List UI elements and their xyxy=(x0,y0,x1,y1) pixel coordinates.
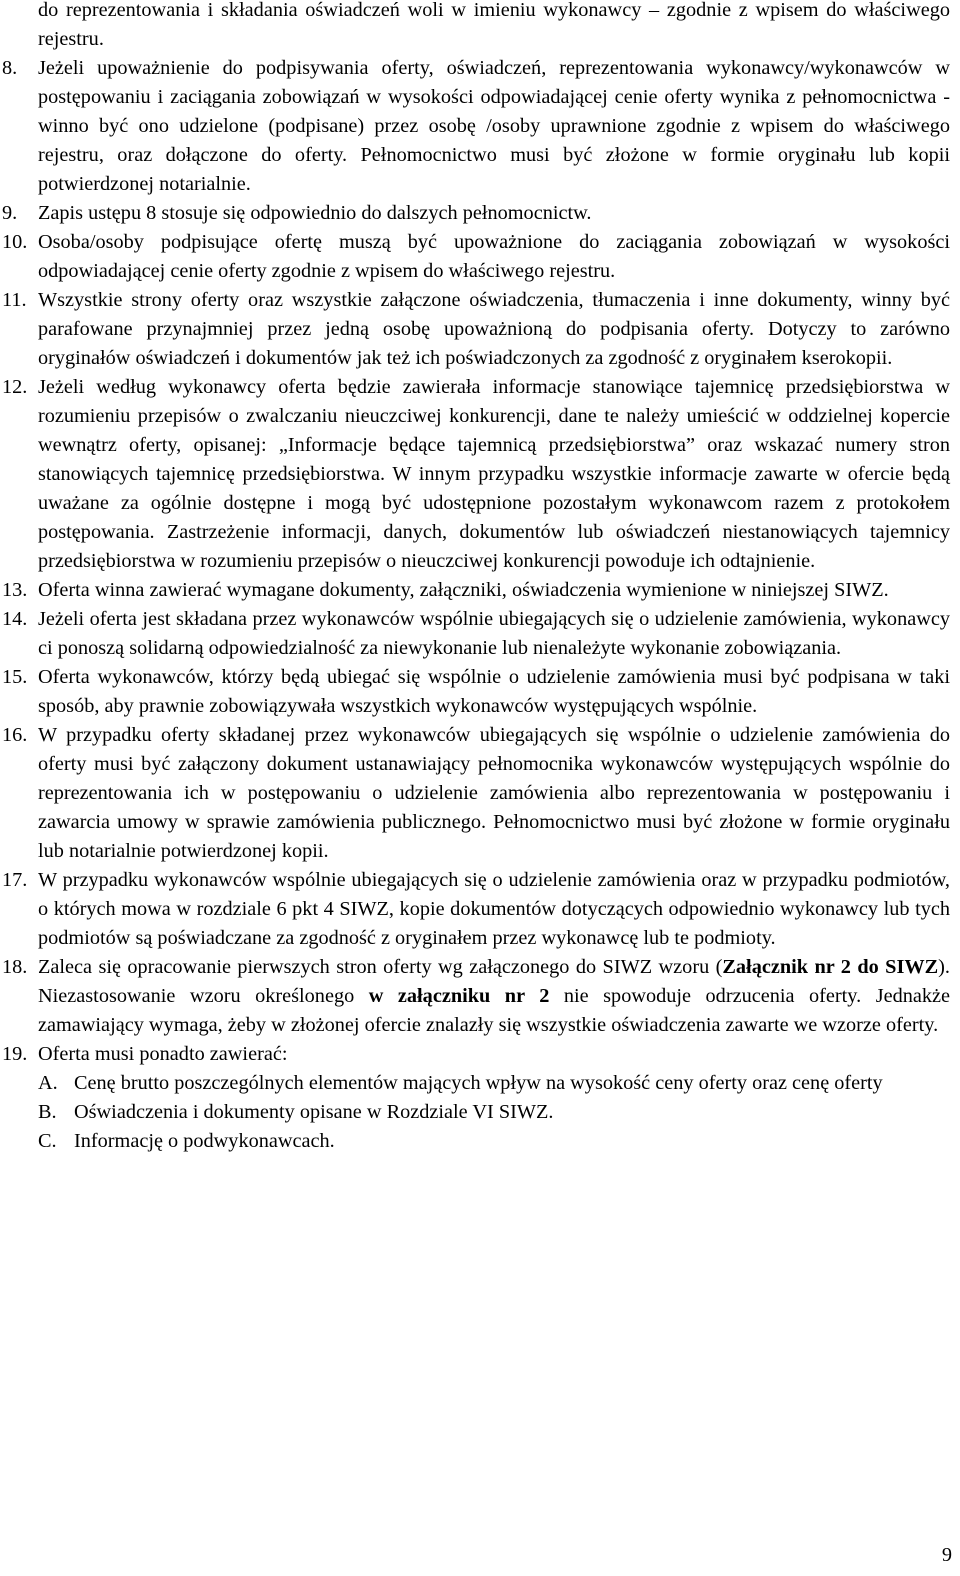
continuation-paragraph xyxy=(2,0,950,54)
document-body xyxy=(2,0,950,1156)
page-number: 9 xyxy=(941,1544,952,1566)
item-text: Wszystkie strony oferty oraz wszystkie załączone oświadczenia, tłumaczenia i inne dokumenty, winny być parafowane przynajmniej przez jedną osobę upoważnioną do podpisania oferty. Dotyczy to zarówno oryginałów oświadczeń i dokumentów jak też ich poświadczonych za zgodność z oryginałem kserokopii. xyxy=(38,289,950,369)
sub-item-letter: A. xyxy=(38,1072,58,1094)
item18-text-part2: ). Niezastosowanie wzoru określonego xyxy=(38,956,950,1007)
sub-item-letter: C. xyxy=(38,1130,57,1152)
item-text: Oferta wykonawców, którzy będą ubiegać się wspólnie o udzielenie zamówienia musi być podpisana w taki sposób, aby prawnie zobowiązywała wszystkich wykonawców występujących wspólnie. xyxy=(38,666,950,717)
item-text: Zapis ustępu 8 stosuje się odpowiednio do dalszych pełnomocnictw. xyxy=(38,202,592,224)
list-item-15 xyxy=(2,663,950,721)
sub-item-a xyxy=(2,1069,950,1098)
item-number: 11. xyxy=(2,289,27,311)
list-item-14 xyxy=(2,605,950,663)
item-text: Jeżeli według wykonawcy oferta będzie zawierała informacje stanowiące tajemnicę przedsiębiorstwa w rozumieniu przepisów o zwalczaniu nieuczciwej konkurencji, dane te należy umieścić w oddzielnej kopercie wewnątrz oferty, opisanej: „Informacje będące tajemnicą przedsiębiorstwa” oraz wskazać numery stron stanowiących tajemnicę przedsiębiorstwa. W innym przypadku wszystkie informacje zawarte w ofercie będą uważane za ogólnie dostępne i mogą być udostępnione pozostałym wykonawcom razem z protokołem postępowania. Zastrzeżenie informacji, danych, dokumentów lub oświadczeń niestanowiących tajemnicy przedsiębiorstwa w rozumieniu przepisów o nieuczciwej konkurencji powoduje ich odtajnienie. xyxy=(38,376,950,572)
list-item-16 xyxy=(2,721,950,866)
item-text: Oferta winna zawierać wymagane dokumenty, załączniki, oświadczenia wymienione w niniejszej SIWZ. xyxy=(38,579,889,601)
sub-item-letter: B. xyxy=(38,1101,57,1123)
sub-item-text: Oświadczenia i dokumenty opisane w Rozdziale VI SIWZ. xyxy=(74,1101,554,1123)
item-number: 19. xyxy=(2,1043,28,1065)
sub-item-b xyxy=(2,1098,950,1127)
item-text: W przypadku wykonawców wspólnie ubiegających się o udzielenie zamówienia oraz w przypadku podmiotów, o których mowa w rozdziale 6 pkt 4 SIWZ, kopie dokumentów dotyczących odpowiednio wykonawcy lub tych podmiotów są poświadczane za zgodność z oryginałem przez wykonawcę lub te podmioty. xyxy=(38,869,950,949)
item-number: 8. xyxy=(2,57,18,79)
list-item-17 xyxy=(2,866,950,953)
sub-item-text: Cenę brutto poszczególnych elementów mających wpływ na wysokość ceny oferty oraz cenę oferty xyxy=(74,1072,883,1094)
item18-bold-attachment-ref-2: w załączniku nr 2 xyxy=(368,985,550,1007)
list-item-18 xyxy=(2,953,950,1040)
item-number: 13. xyxy=(2,579,28,601)
item-text xyxy=(38,953,950,1040)
item-number: 12. xyxy=(2,376,28,398)
list-item-10 xyxy=(2,228,950,286)
item-number: 14. xyxy=(2,608,28,630)
item-number: 10. xyxy=(2,231,28,253)
item-number: 17. xyxy=(2,869,28,891)
item-text: W przypadku oferty składanej przez wykonawców ubiegających się wspólnie o udzielenie zamówienia do oferty musi być załączony dokument ustanawiający pełnomocnika wykonawców występujących wspólnie do reprezentowania ich w postępowaniu o udzielenie zamówienia albo reprezentowania w postępowaniu i zawarcia umowy w sprawie zamówienia publicznego. Pełnomocnictwo musi być złożone w formie oryginału lub notarialnie potwierdzonej kopii. xyxy=(38,724,950,862)
item-text: Oferta musi ponadto zawierać: xyxy=(38,1043,288,1065)
item-number: 16. xyxy=(2,724,28,746)
continuation-text: do reprezentowania i składania oświadczeń woli w imieniu wykonawcy – zgodnie z wpisem do właściwego rejestru. xyxy=(38,0,950,50)
item-number: 18. xyxy=(2,956,28,978)
item18-text-part1: Zaleca się opracowanie pierwszych stron oferty wg załączonego do SIWZ wzoru ( xyxy=(38,956,723,978)
item18-text-part3: nie spowoduje odrzucenia oferty. Jednakże zamawiający wymaga, żeby w złożonej ofercie znalazły się wszystkie oświadczenia zawarte we wzorze oferty. xyxy=(38,985,951,1036)
list-item-11 xyxy=(2,286,950,373)
item-number: 9. xyxy=(2,202,18,224)
list-item-13 xyxy=(2,576,950,605)
sub-item-text: Informację o podwykonawcach. xyxy=(74,1130,335,1152)
list-item-9 xyxy=(2,199,950,228)
list-item-19 xyxy=(2,1040,950,1069)
item18-bold-attachment-ref: Załącznik nr 2 do SIWZ xyxy=(722,956,939,978)
list-item-12 xyxy=(2,373,950,576)
item-text: Jeżeli oferta jest składana przez wykonawców wspólnie ubiegających się o udzielenie zamówienia, wykonawcy ci ponoszą solidarną odpowiedzialność za niewykonanie lub nienależyte wykonanie zobowiązania. xyxy=(38,608,950,659)
item-text: Jeżeli upoważnienie do podpisywania oferty, oświadczeń, reprezentowania wykonawcy/wykonawców w postępowaniu i zaciągania zobowiązań w wysokości odpowiadającej cenie oferty wynika z pełnomocnictwa - winno być ono udzielone (podpisane) przez osobę /osoby uprawnione zgodnie z wpisem do właściwego rejestru, oraz dołączone do oferty. Pełnomocnictwo musi być złożone w formie oryginału lub kopii potwierdzonej notarialnie. xyxy=(38,57,950,195)
sub-item-c xyxy=(2,1127,950,1156)
item-text: Osoba/osoby podpisujące ofertę muszą być upoważnione do zaciągania zobowiązań w wysokości odpowiadającej cenie oferty zgodnie z wpisem do właściwego rejestru. xyxy=(38,231,950,282)
item-number: 15. xyxy=(2,666,28,688)
list-item-8 xyxy=(2,54,950,199)
